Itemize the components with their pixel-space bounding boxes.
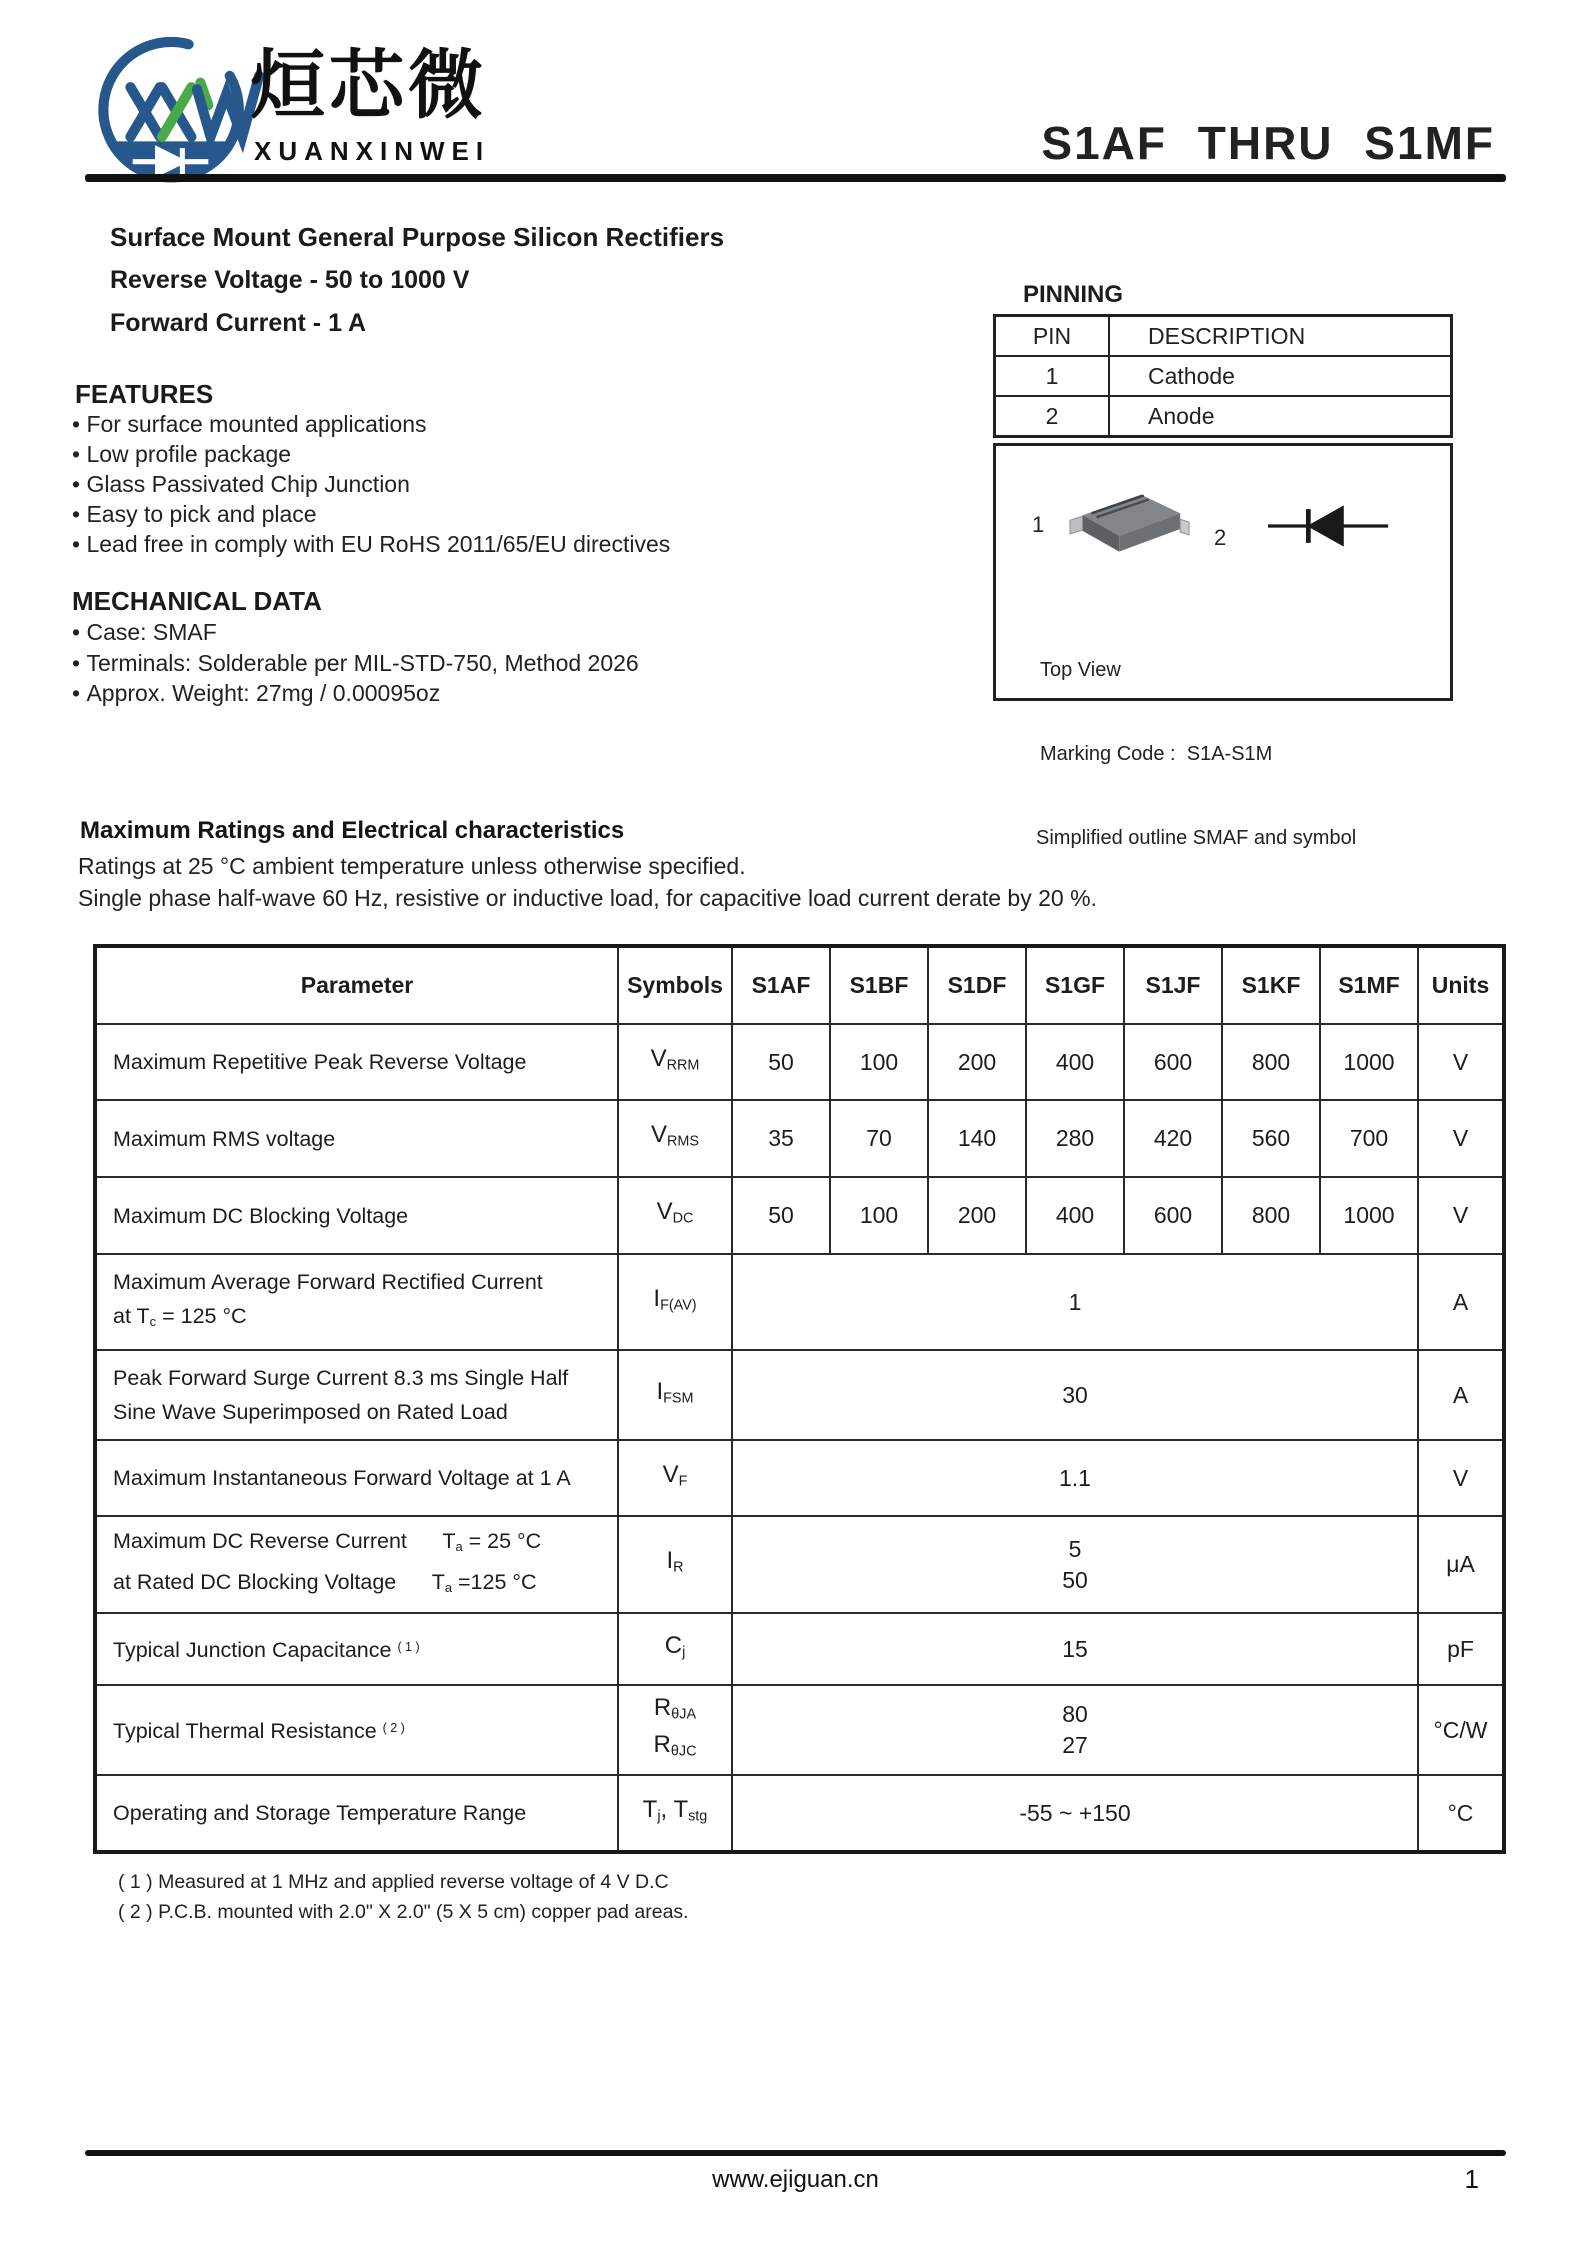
merged-value-cell: 1 <box>732 1254 1418 1350</box>
unit-cell: V <box>1418 1440 1504 1516</box>
value-cell: 800 <box>1222 1024 1320 1100</box>
product-summary-line: Surface Mount General Purpose Silicon Rectifiers <box>110 222 725 252</box>
parameter-cell: Peak Forward Surge Current 8.3 ms Single Half Sine Wave Superimposed on Rated Load <box>95 1350 618 1440</box>
ratings-table-row <box>95 1685 1504 1775</box>
value-cell: 200 <box>928 1177 1026 1254</box>
mechanical-heading: MECHANICAL DATA <box>72 586 322 616</box>
value-cell: 1000 <box>1320 1177 1418 1254</box>
symbol-cell: $I_R$ <box>618 1516 732 1613</box>
value-cell: 600 <box>1124 1024 1222 1100</box>
value-cell: 420 <box>1124 1100 1222 1177</box>
unit-cell: A <box>1418 1350 1504 1440</box>
footer-rule <box>85 2150 1506 2156</box>
pin-number: 2 <box>995 396 1110 437</box>
website-text: www.ejiguan.cn <box>712 2166 879 2193</box>
value-cell: 100 <box>830 1024 928 1100</box>
symbol-cell: $I_{F(AV)}$ <box>618 1254 732 1350</box>
smaf-package-drawing <box>1068 488 1190 572</box>
ratings-table-row <box>95 1440 1504 1516</box>
value-cell: 560 <box>1222 1100 1320 1177</box>
ratings-table-row <box>95 1177 1504 1254</box>
feature-item: • Glass Passivated Chip Junction <box>72 469 670 499</box>
ratings-col-header: S1GF <box>1026 946 1124 1024</box>
pinning-table <box>993 314 1453 438</box>
symbol-cell: $R_{\theta JA}$ $R_{\theta JC}$ <box>618 1685 732 1775</box>
merged-value-cell: 15 <box>732 1613 1418 1685</box>
ratings-note-1: Ratings at 25 °C ambient temperature unless otherwise specified. <box>78 853 746 879</box>
value-cell: 400 <box>1026 1024 1124 1100</box>
company-name-cn: 烜芯微 <box>250 43 488 127</box>
forward-current-line: Forward Current - 1 A <box>110 309 367 337</box>
feature-item: • For surface mounted applications <box>72 409 670 439</box>
value-cell: 100 <box>830 1177 928 1254</box>
features-list <box>72 409 670 559</box>
product-summary <box>110 216 724 345</box>
ratings-col-header: Symbols <box>618 946 732 1024</box>
ratings-table-row <box>95 1254 1504 1350</box>
ratings-table-row <box>95 1100 1504 1177</box>
pinning-heading: PINNING <box>1023 281 1124 308</box>
package-captions <box>1036 600 1357 908</box>
parameter-cell: Maximum DC Blocking Voltage <box>95 1177 618 1254</box>
mechanical-item: • Approx. Weight: 27mg / 0.00095oz <box>72 678 639 709</box>
value-cell: 1000 <box>1320 1024 1418 1100</box>
value-cell: 400 <box>1026 1177 1124 1254</box>
company-name-en: XUANXINWEI <box>254 136 491 166</box>
ratings-table-row <box>95 1775 1504 1852</box>
ratings-col-header: S1DF <box>928 946 1026 1024</box>
page-number: 1 <box>1464 2164 1479 2194</box>
mechanical-list <box>72 617 639 709</box>
unit-cell: V <box>1418 1024 1504 1100</box>
package-caption-top-view: Top View <box>1040 659 1121 681</box>
unit-cell: pF <box>1418 1613 1504 1685</box>
parameter-cell: Maximum Instantaneous Forward Voltage at 1 A <box>95 1440 618 1516</box>
parameter-cell: Maximum Repetitive Peak Reverse Voltage <box>95 1024 618 1100</box>
pinning-col-description: DESCRIPTION <box>1109 316 1452 357</box>
value-cell: 35 <box>732 1100 830 1177</box>
mechanical-item: • Terminals: Solderable per MIL-STD-750, Method 2026 <box>72 648 639 679</box>
pin-number: 1 <box>995 356 1110 396</box>
value-cell: 600 <box>1124 1177 1222 1254</box>
package-pin1-label: 1 <box>1032 512 1045 537</box>
ratings-heading: Maximum Ratings and Electrical characteristics <box>80 817 625 844</box>
footnote-2: ( 2 ) P.C.B. mounted with 2.0" X 2.0" (5 X 5 cm) copper pad areas. <box>118 1901 689 1923</box>
symbol-cell: $V_{DC}$ <box>618 1177 732 1254</box>
unit-cell: V <box>1418 1177 1504 1254</box>
pinning-header-row <box>995 316 1452 357</box>
value-cell: 50 <box>732 1024 830 1100</box>
parameter-cell: Typical Junction Capacitance $^{( 1 )}$ <box>95 1613 618 1685</box>
pinning-row <box>995 396 1452 437</box>
symbol-cell: $C_j$ <box>618 1613 732 1685</box>
symbol-cell: $V_F$ <box>618 1440 732 1516</box>
package-pin2-label: 2 <box>1214 525 1227 550</box>
value-cell: 70 <box>830 1100 928 1177</box>
symbol-cell: $V_{RRM}$ <box>618 1024 732 1100</box>
symbol-cell: $T_j$, $T_{stg}$ <box>618 1775 732 1852</box>
ratings-table-row <box>95 1350 1504 1440</box>
ratings-col-header: S1AF <box>732 946 830 1024</box>
pinning-col-pin: PIN <box>995 316 1110 357</box>
value-cell: 800 <box>1222 1177 1320 1254</box>
parameter-cell: Maximum Average Forward Rectified Current at $T_c = 125$ °C <box>95 1254 618 1350</box>
parameter-cell: Maximum DC Reverse Current $T_a = 25$ °C at Rated DC Blocking Voltage $T_a =125$ °C <box>95 1516 618 1613</box>
symbol-cell: $I_{FSM}$ <box>618 1350 732 1440</box>
unit-cell: μA <box>1418 1516 1504 1613</box>
unit-cell: V <box>1418 1100 1504 1177</box>
ratings-table-row <box>95 1516 1504 1613</box>
value-cell: 280 <box>1026 1100 1124 1177</box>
pin-description: Cathode <box>1109 356 1452 396</box>
mechanical-item: • Case: SMAF <box>72 617 639 648</box>
pin-description: Anode <box>1109 396 1452 437</box>
reverse-voltage-line: Reverse Voltage - 50 to 1000 V <box>110 266 470 294</box>
ratings-table <box>93 944 1506 1854</box>
value-cell: 140 <box>928 1100 1026 1177</box>
merged-value-cell: 5 50 <box>732 1516 1418 1613</box>
ratings-col-header: S1JF <box>1124 946 1222 1024</box>
value-cell: 200 <box>928 1024 1026 1100</box>
feature-item: • Low profile package <box>72 439 670 469</box>
symbol-cell: $V_{RMS}$ <box>618 1100 732 1177</box>
ratings-col-header: S1BF <box>830 946 928 1024</box>
merged-value-cell: -55 ~ +150 <box>732 1775 1418 1852</box>
header-rule <box>85 174 1506 182</box>
parameter-cell: Operating and Storage Temperature Range <box>95 1775 618 1852</box>
ratings-col-header: S1MF <box>1320 946 1418 1024</box>
merged-value-cell: 80 27 <box>732 1685 1418 1775</box>
merged-value-cell: 1.1 <box>732 1440 1418 1516</box>
ratings-table-row <box>95 1024 1504 1100</box>
ratings-note-2: Single phase half-wave 60 Hz, resistive or inductive load, for capacitive load current derate by 20 %. <box>78 885 1097 911</box>
unit-cell: A <box>1418 1254 1504 1350</box>
parameter-cell: Typical Thermal Resistance $^{( 2 )}$ <box>95 1685 618 1775</box>
doc-title: S1AF THRU S1MF <box>1041 117 1495 169</box>
ratings-col-header: Parameter <box>95 946 618 1024</box>
value-cell: 700 <box>1320 1100 1418 1177</box>
value-cell: 50 <box>732 1177 830 1254</box>
merged-value-cell: 30 <box>732 1350 1418 1440</box>
features-heading: FEATURES <box>75 379 214 409</box>
footnote-1: ( 1 ) Measured at 1 MHz and applied reverse voltage of 4 V D.C <box>118 1871 669 1893</box>
diode-symbol-icon <box>1268 504 1390 548</box>
ratings-table-row <box>95 1613 1504 1685</box>
unit-cell: °C/W <box>1418 1685 1504 1775</box>
unit-cell: °C <box>1418 1775 1504 1852</box>
feature-item: • Easy to pick and place <box>72 499 670 529</box>
package-caption-marking-code: Marking Code : S1A-S1M <box>1040 743 1273 765</box>
feature-item: • Lead free in comply with EU RoHS 2011/65/EU directives <box>72 529 670 559</box>
ratings-col-header: Units <box>1418 946 1504 1024</box>
package-caption-outline: Simplified outline SMAF and symbol <box>1036 827 1357 849</box>
parameter-cell: Maximum RMS voltage <box>95 1100 618 1177</box>
ratings-col-header: S1KF <box>1222 946 1320 1024</box>
pinning-row <box>995 356 1452 396</box>
ratings-header-row <box>95 946 1504 1024</box>
